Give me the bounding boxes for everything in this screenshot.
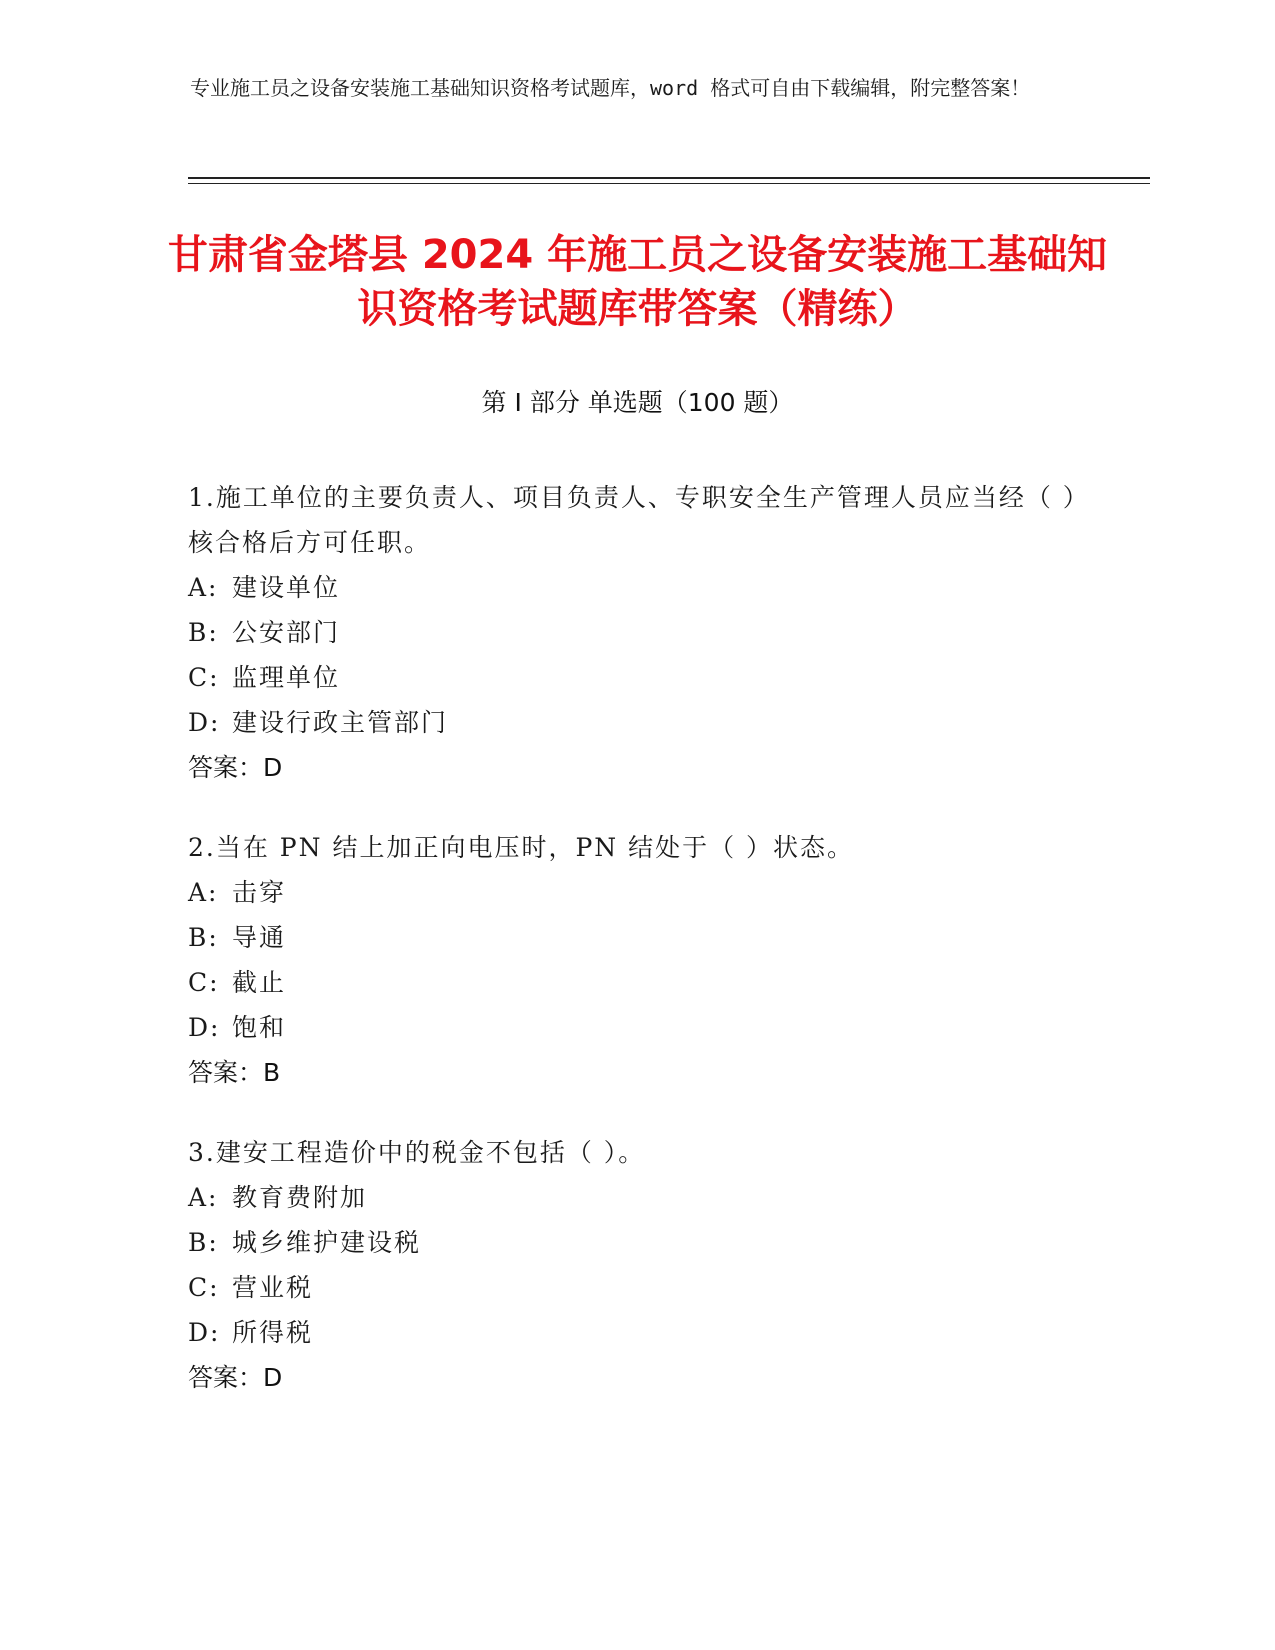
- option-d: [188, 1310, 1088, 1355]
- option-c: [188, 1265, 1088, 1310]
- option-a: [188, 870, 1088, 915]
- option-text: 导通: [232, 923, 287, 952]
- option-text: 截止: [232, 968, 287, 997]
- option-b: [188, 610, 1088, 655]
- option-letter: D:: [188, 1013, 221, 1042]
- option-a: [188, 1175, 1088, 1220]
- answer-line: 答案：D: [188, 1363, 283, 1392]
- option-letter: A:: [188, 878, 219, 907]
- answer-line: 答案：D: [188, 753, 283, 782]
- question-stem: 3.建安工程造价中的税金不包括（ ）。: [188, 1138, 646, 1167]
- document-title: 甘肃省金塔县 2024 年施工员之设备安装施工基础知识资格考试题库带答案（精练）: [167, 232, 1108, 332]
- option-b: [188, 915, 1088, 960]
- question-2: [188, 825, 1088, 1095]
- option-a: [188, 565, 1088, 610]
- option-letter: B:: [188, 618, 219, 647]
- question-3: [188, 1130, 1088, 1400]
- option-c: [188, 960, 1088, 1005]
- option-d: [188, 1005, 1088, 1050]
- option-letter: B:: [188, 1228, 219, 1257]
- option-letter: D:: [188, 1318, 221, 1347]
- question-list: [188, 475, 1088, 1435]
- option-letter: D:: [188, 708, 221, 737]
- option-text: 公安部门: [232, 618, 341, 647]
- option-text: 所得税: [232, 1318, 314, 1347]
- option-letter: A:: [188, 573, 219, 602]
- option-text: 监理单位: [232, 663, 341, 692]
- question-stem: 2.当在 PN 结上加正向电压时，PN 结处于（ ）状态。: [188, 833, 855, 862]
- option-text: 建设行政主管部门: [232, 708, 449, 737]
- section-heading: 第 I 部分 单选题（100 题）: [481, 388, 794, 417]
- option-text: 击穿: [232, 878, 287, 907]
- option-b: [188, 1220, 1088, 1265]
- option-d: [188, 700, 1088, 745]
- option-letter: C:: [188, 968, 220, 997]
- option-letter: B:: [188, 923, 219, 952]
- option-letter: C:: [188, 1273, 220, 1302]
- option-letter: A:: [188, 1183, 219, 1212]
- option-text: 城乡维护建设税: [232, 1228, 422, 1257]
- option-text: 建设单位: [232, 573, 341, 602]
- option-text: 教育费附加: [232, 1183, 368, 1212]
- option-text: 饱和: [232, 1013, 287, 1042]
- answer-line: 答案：B: [188, 1058, 281, 1087]
- question-stem: 1.施工单位的主要负责人、项目负责人、专职安全生产管理人员应当经（ ）核合格后方可任职。: [188, 483, 1078, 557]
- question-1: [188, 475, 1088, 790]
- header-divider-thick: [188, 177, 1150, 179]
- header-note: 专业施工员之设备安装施工基础知识资格考试题库，word 格式可自由下载编辑，附完整答案！: [190, 76, 1031, 100]
- option-c: [188, 655, 1088, 700]
- option-letter: C:: [188, 663, 220, 692]
- header-divider-thin: [188, 183, 1150, 184]
- option-text: 营业税: [232, 1273, 314, 1302]
